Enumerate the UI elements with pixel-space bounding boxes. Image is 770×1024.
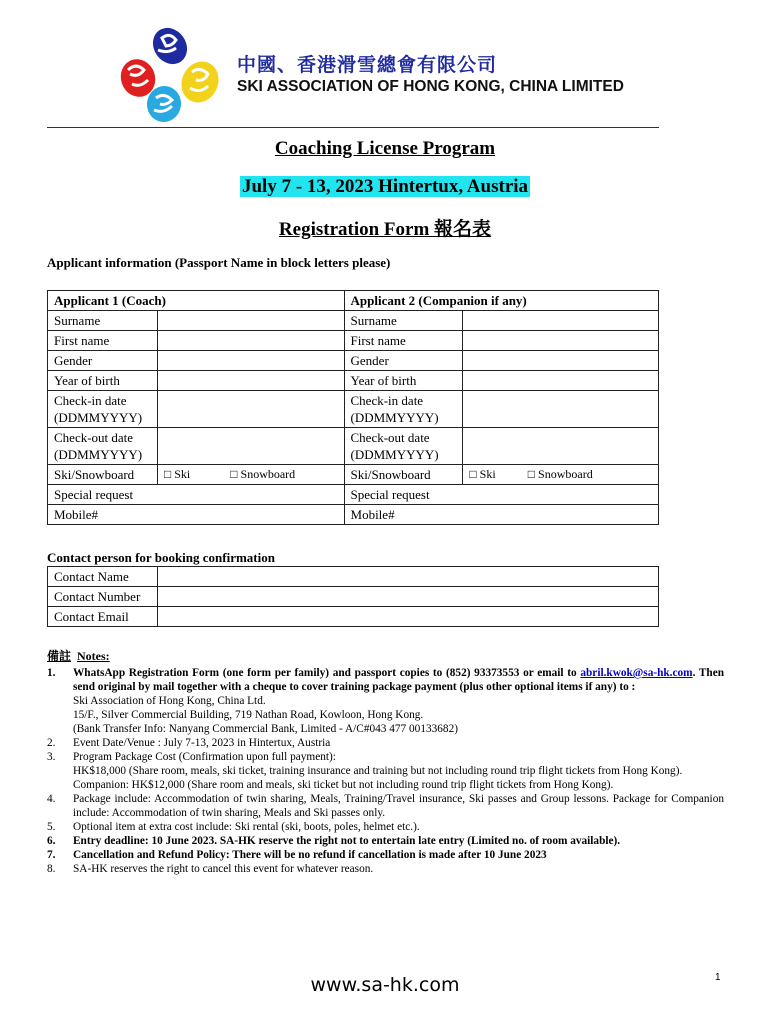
- form-title: Registration Form 報名表: [278, 219, 492, 240]
- org-name-cn: 中國、香港滑雪總會有限公司: [237, 54, 498, 76]
- table-row: [48, 428, 659, 465]
- field-label: Check-out date (DDMMYYYY): [344, 428, 463, 465]
- table-row: [48, 505, 659, 525]
- field-label: Contact Email: [48, 607, 158, 627]
- table-row: [48, 351, 659, 371]
- field-label: Surname: [344, 311, 463, 331]
- table-row: [48, 587, 659, 607]
- table-row: [48, 391, 659, 428]
- table-row: [48, 607, 659, 627]
- field-label: Gender: [344, 351, 463, 371]
- applicant1-gender-field[interactable]: [157, 351, 344, 371]
- contact-section-heading: Contact person for booking confirmation: [47, 550, 275, 565]
- list-item: 7. Cancellation and Refund Policy: There will be no refund if cancellation is made after 10 June 2023: [47, 849, 547, 861]
- field-label: Contact Name: [48, 567, 158, 587]
- applicant1-header: Applicant 1 (Coach): [48, 291, 345, 311]
- list-item: 5. Optional item at extra cost include: Ski rental (ski, boots, poles, helmet etc.).: [47, 821, 420, 833]
- applicant2-special-request-field[interactable]: Special request: [344, 485, 658, 505]
- field-label: Surname: [48, 311, 158, 331]
- applicant2-checkin-field[interactable]: [463, 391, 659, 428]
- program-dates: July 7 - 13, 2023 Hintertux, Austria: [241, 176, 529, 197]
- applicant2-mobile-field[interactable]: Mobile#: [344, 505, 658, 525]
- applicant2-snowboard-checkbox[interactable]: □ Snowboard: [522, 465, 659, 485]
- applicant1-snowboard-checkbox[interactable]: □ Snowboard: [224, 465, 344, 485]
- notes-heading: 備註 Notes:: [47, 649, 110, 663]
- org-name-en: SKI ASSOCIATION OF HONG KONG, CHINA LIMITED: [237, 78, 624, 95]
- applicant2-firstname-field[interactable]: [463, 331, 659, 351]
- table-row: [48, 371, 659, 391]
- contact-table: [47, 566, 659, 627]
- field-label: First name: [48, 331, 158, 351]
- applicant1-surname-field[interactable]: [157, 311, 344, 331]
- applicant2-yob-field[interactable]: [463, 371, 659, 391]
- applicant2-surname-field[interactable]: [463, 311, 659, 331]
- field-label: Gender: [48, 351, 158, 371]
- applicant2-ski-checkbox[interactable]: □ Ski: [463, 465, 522, 485]
- field-label: Contact Number: [48, 587, 158, 607]
- field-label: First name: [344, 331, 463, 351]
- table-row: [48, 331, 659, 351]
- list-item: 4. Package include: Accommodation of twin sharing, Meals, Training/Travel insurance, Ski passes and Group lessons. Package for Companion include: Accommodation of twin sharing, Meals and Ski passes only.: [47, 793, 724, 819]
- field-label: Check-in date (DDMMYYYY): [48, 391, 158, 428]
- contact-number-field[interactable]: [157, 587, 658, 607]
- field-label: Check-in date (DDMMYYYY): [344, 391, 463, 428]
- list-item: 3. Program Package Cost (Confirmation upon full payment): HK$18,000 (Share room, meals, ski ticket, training insurance and training but not including round trip flight tickets from Hong Kong). Companion: HK$12,000 (Share room and meals, ski ticket but not including round trip flight tickets from Hong Kong).: [47, 751, 683, 791]
- applicant2-gender-field[interactable]: [463, 351, 659, 371]
- email-link[interactable]: abril.kwok@sa-hk.com: [580, 667, 693, 679]
- footer-url: www.sa-hk.com: [310, 974, 460, 996]
- header-divider: [47, 127, 659, 128]
- contact-email-field[interactable]: [157, 607, 658, 627]
- contact-name-field[interactable]: [157, 567, 658, 587]
- field-label: Year of birth: [48, 371, 158, 391]
- list-item: 2. Event Date/Venue : July 7-13, 2023 in Hintertux, Austria: [47, 737, 331, 749]
- applicant1-special-request-field[interactable]: Special request: [48, 485, 345, 505]
- skier-figures-logo-icon: [114, 26, 226, 124]
- list-item: 8. SA-HK reserves the right to cancel this event for whatever reason.: [47, 863, 374, 875]
- field-label: Year of birth: [344, 371, 463, 391]
- applicant1-checkin-field[interactable]: [157, 391, 344, 428]
- applicant-section-heading: Applicant information (Passport Name in block letters please): [47, 255, 391, 270]
- program-title: Coaching License Program: [274, 138, 496, 159]
- applicant1-checkout-field[interactable]: [157, 428, 344, 465]
- page-number: 1: [715, 972, 721, 983]
- list-item: 1. WhatsApp Registration Form (one form per family) and passport copies to (852) 93373553 or email to abril.kwok@sa-hk.com. Then send original by mail together with a cheque to cover training package payment (plus other optional items if any) to : Ski Association of Hong Kong, China Ltd. 15/F., Silver Commercial Building, 719 Nathan Road, Kowloon, Hong Kong. (Bank Transfer Info: Nanyang Commercial Bank, Limited - A/C#043 477 00133682): [47, 667, 725, 735]
- table-row: [48, 465, 659, 485]
- list-item: 6. Entry deadline: 10 June 2023. SA-HK reserve the right not to entertain late entry (Limited no. of room available).: [47, 835, 621, 847]
- applicant-table: [47, 290, 659, 525]
- table-row: [48, 291, 659, 311]
- table-row: [48, 567, 659, 587]
- applicant1-mobile-field[interactable]: Mobile#: [48, 505, 345, 525]
- applicant1-firstname-field[interactable]: [157, 331, 344, 351]
- notes-list: [47, 666, 724, 876]
- applicant1-yob-field[interactable]: [157, 371, 344, 391]
- field-label: Ski/Snowboard: [48, 465, 158, 485]
- applicant1-ski-checkbox[interactable]: □ Ski: [157, 465, 224, 485]
- field-label: Check-out date (DDMMYYYY): [48, 428, 158, 465]
- applicant2-header: Applicant 2 (Companion if any): [344, 291, 658, 311]
- table-row: [48, 311, 659, 331]
- applicant2-checkout-field[interactable]: [463, 428, 659, 465]
- field-label: Ski/Snowboard: [344, 465, 463, 485]
- table-row: [48, 485, 659, 505]
